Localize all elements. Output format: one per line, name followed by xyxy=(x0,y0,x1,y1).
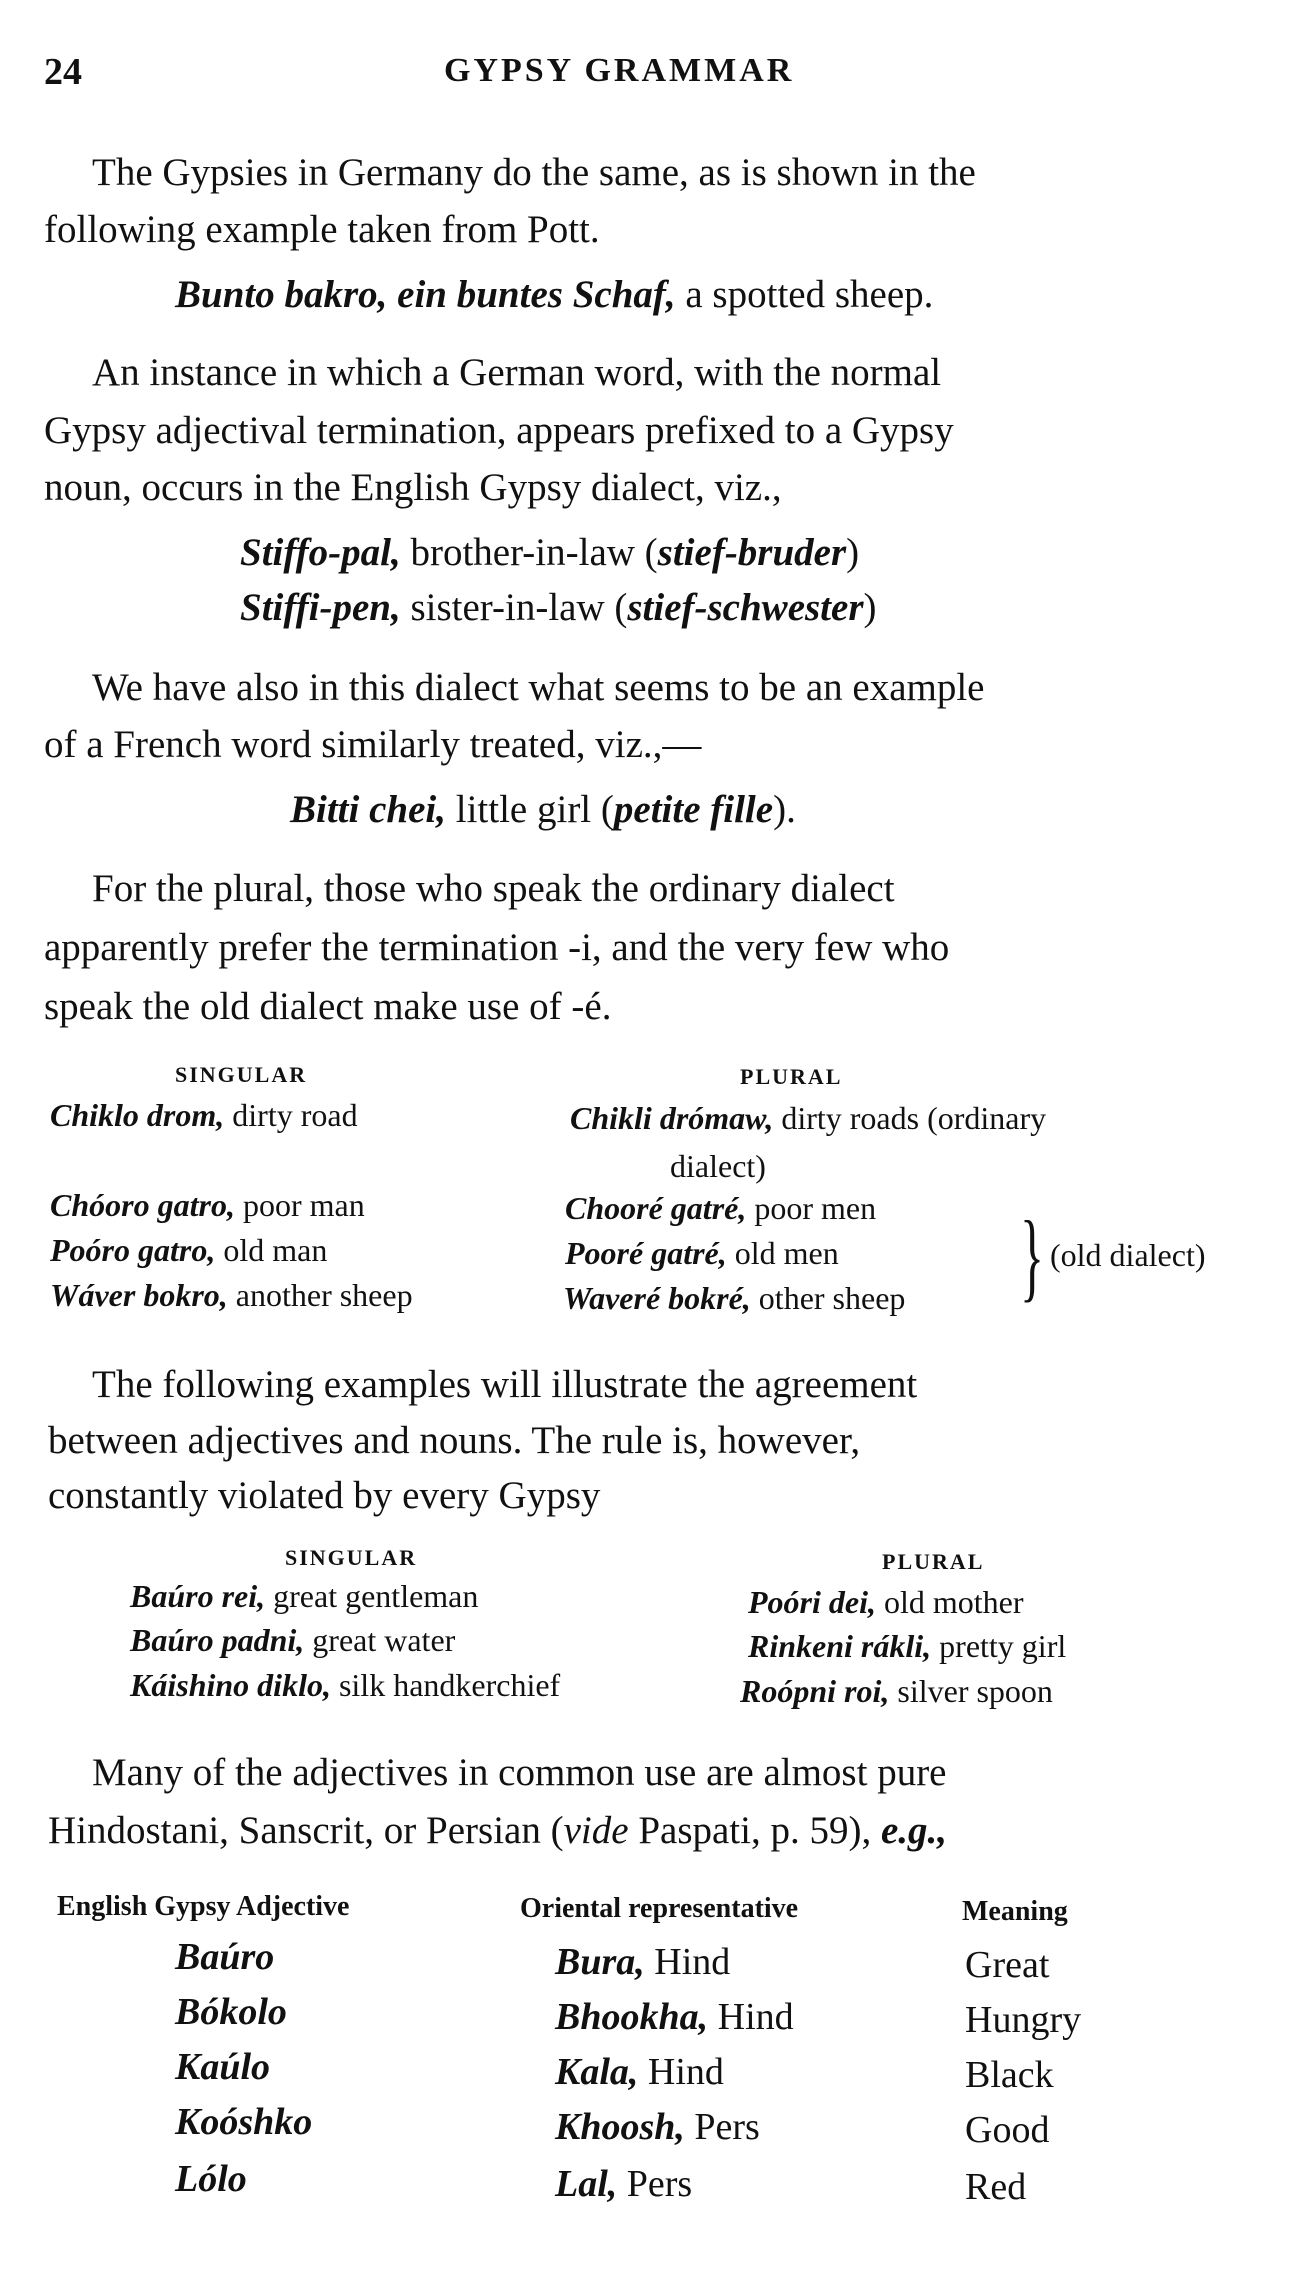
para4-line1: For the plural, those who speak the ordinary dialect xyxy=(92,867,895,910)
example-term: Stiffo-pal, xyxy=(240,531,401,574)
term: Kala, xyxy=(555,2051,639,2093)
para2-line1: An instance in which a German word, with the normal xyxy=(92,351,942,394)
brace: } xyxy=(1020,1200,1044,1311)
example-bitti-chei xyxy=(290,787,796,832)
paren: ). xyxy=(773,788,796,831)
table3-gypsy xyxy=(175,2045,270,2089)
example-source: stief-bruder xyxy=(657,531,847,574)
paren: ) xyxy=(863,586,877,629)
table1-plural-header: PLURAL xyxy=(740,1064,843,1089)
text: Paspati, p. 59), xyxy=(628,1809,881,1852)
table3-oriental xyxy=(555,2105,760,2149)
gloss: old mother xyxy=(875,1584,1024,1620)
gloss: silk handkerchief xyxy=(330,1667,561,1703)
example-term: Stiffi-pen, xyxy=(240,586,401,629)
table2-row-sg xyxy=(130,1667,560,1704)
term: Rinkeni rákli, xyxy=(748,1628,932,1664)
vide: vide xyxy=(563,1809,629,1852)
term: Chóoro gatro, xyxy=(50,1187,235,1223)
table1-row-pl xyxy=(570,1100,1046,1137)
page-number: 24 xyxy=(44,51,82,93)
text: Hindostani, Sanscrit, or Persian ( xyxy=(48,1809,564,1852)
para6-line2 xyxy=(48,1808,947,1853)
gloss: poor men xyxy=(746,1190,877,1226)
table2-plural-header: PLURAL xyxy=(882,1549,985,1574)
table2-row-sg xyxy=(130,1622,455,1659)
gloss: great gentleman xyxy=(265,1578,479,1614)
gloss: dirty road xyxy=(224,1097,358,1133)
para4-line2: apparently prefer the termination -i, and the very few who xyxy=(44,926,950,969)
table3-gypsy xyxy=(175,2100,312,2144)
table3-gypsy xyxy=(175,1935,274,1979)
table1-row-pl xyxy=(565,1235,839,1272)
paren: ) xyxy=(846,531,860,574)
table3-meaning: Hungry xyxy=(965,1999,1082,2041)
lang: Hind xyxy=(708,1996,794,2038)
lang: Pers xyxy=(617,2163,693,2205)
lang: Pers xyxy=(684,2106,760,2148)
para5-line2: between adjectives and nouns. The rule is, however, xyxy=(48,1419,861,1462)
para5-line3: constantly violated by every Gypsy xyxy=(48,1474,601,1517)
table3-oriental xyxy=(555,1940,730,1984)
table3-meaning: Black xyxy=(965,2054,1054,2096)
table3-gypsy xyxy=(175,1990,287,2034)
term: Roópni roi, xyxy=(740,1673,890,1709)
example-gloss: brother-in-law ( xyxy=(400,531,658,574)
table1-row-sg xyxy=(50,1187,365,1224)
para2-line2: Gypsy adjectival termination, appears prefixed to a Gypsy xyxy=(44,409,954,452)
term: Bókolo xyxy=(175,1991,287,2033)
term: Baúro padni, xyxy=(130,1622,305,1658)
table3-oriental xyxy=(555,2162,692,2206)
eg: e.g., xyxy=(880,1809,948,1852)
term: Bura, xyxy=(555,1941,645,1983)
table2-row-pl xyxy=(740,1673,1053,1710)
para3-line2: of a French word similarly treated, viz.,— xyxy=(44,723,702,766)
lang: Hind xyxy=(638,2051,724,2093)
table2-row-pl xyxy=(748,1628,1066,1665)
term: Baúro rei, xyxy=(130,1578,266,1614)
table3-header-oriental: Oriental representative xyxy=(520,1893,799,1924)
gloss: other sheep xyxy=(750,1280,906,1316)
table3-oriental xyxy=(555,2050,724,2094)
term: Lólo xyxy=(175,2158,247,2200)
table3-meaning: Good xyxy=(965,2109,1050,2151)
example-gloss: a spotted sheep. xyxy=(675,273,934,316)
term: Káishino diklo, xyxy=(130,1667,331,1703)
para4-line3: speak the old dialect make use of -é. xyxy=(44,985,612,1028)
term: Koóshko xyxy=(175,2101,313,2143)
table1-row-sg xyxy=(50,1097,358,1134)
table1-singular-header: SINGULAR xyxy=(175,1062,308,1087)
term: Poóri dei, xyxy=(748,1584,876,1620)
table3-meaning: Great xyxy=(965,1944,1050,1986)
example-stiffi-pen xyxy=(240,585,877,630)
table3-meaning: Red xyxy=(965,2166,1027,2208)
example-term: Bitti chei, xyxy=(290,788,446,831)
gloss: old men xyxy=(726,1235,839,1271)
table1-row-pl xyxy=(565,1190,876,1227)
term: Chooré gatré, xyxy=(565,1190,747,1226)
gloss: another sheep xyxy=(227,1277,413,1313)
example-gloss: little girl ( xyxy=(446,788,614,831)
para1-line1: The Gypsies in Germany do the same, as is shown in the xyxy=(92,151,976,194)
table2-row-pl xyxy=(748,1584,1024,1621)
gloss: pretty girl xyxy=(931,1628,1067,1664)
example-gloss: sister-in-law ( xyxy=(400,586,628,629)
example-bunto xyxy=(175,272,933,317)
example-source: petite fille xyxy=(613,788,774,831)
term: Lal, xyxy=(555,2163,618,2205)
table3-header-meaning: Meaning xyxy=(962,1896,1068,1927)
term: Bhookha, xyxy=(555,1996,709,2038)
table2-row-sg xyxy=(130,1578,478,1615)
table1-row-sg xyxy=(50,1232,327,1269)
table3-oriental xyxy=(555,1995,794,2039)
term: Wáver bokro, xyxy=(50,1277,228,1313)
term: Kaúlo xyxy=(175,2046,271,2088)
table1-dialect-cont: dialect) xyxy=(670,1148,766,1184)
table3-header-gypsy: English Gypsy Adjective xyxy=(57,1891,350,1922)
term: Waveré bokré, xyxy=(563,1280,751,1316)
para1-line2: following example taken from Pott. xyxy=(44,208,600,251)
para6-line1: Many of the adjectives in common use are almost pure xyxy=(92,1751,947,1794)
gloss: dirty roads (ordinary xyxy=(773,1100,1047,1136)
table1-row-sg xyxy=(50,1277,413,1314)
term: Baúro xyxy=(175,1936,275,1978)
table1-row-pl xyxy=(563,1280,905,1317)
para3-line1: We have also in this dialect what seems to be an example xyxy=(92,666,985,709)
old-dialect-label: (old dialect) xyxy=(1050,1237,1206,1273)
table3-gypsy xyxy=(175,2157,247,2201)
gloss: great water xyxy=(304,1622,456,1658)
gloss: silver spoon xyxy=(889,1673,1053,1709)
example-stiffo-pal xyxy=(240,530,859,575)
term: Poóro gatro, xyxy=(50,1232,216,1268)
term: Pooré gatré, xyxy=(565,1235,727,1271)
gloss: poor man xyxy=(234,1187,365,1223)
running-title: GYPSY GRAMMAR xyxy=(444,52,795,89)
para5-line1: The following examples will illustrate the agreement xyxy=(92,1363,918,1406)
gloss: old man xyxy=(215,1232,328,1268)
example-source: stief-schwester xyxy=(627,586,864,629)
lang: Hind xyxy=(644,1941,731,1983)
table2-singular-header: SINGULAR xyxy=(285,1545,418,1570)
example-term: Bunto bakro, ein buntes Schaf, xyxy=(175,273,676,316)
term: Khoosh, xyxy=(555,2106,685,2148)
para2-line3: noun, occurs in the English Gypsy dialect, viz., xyxy=(44,466,782,509)
term: Chiklo drom, xyxy=(50,1097,225,1133)
term: Chikli drómaw, xyxy=(570,1100,774,1136)
